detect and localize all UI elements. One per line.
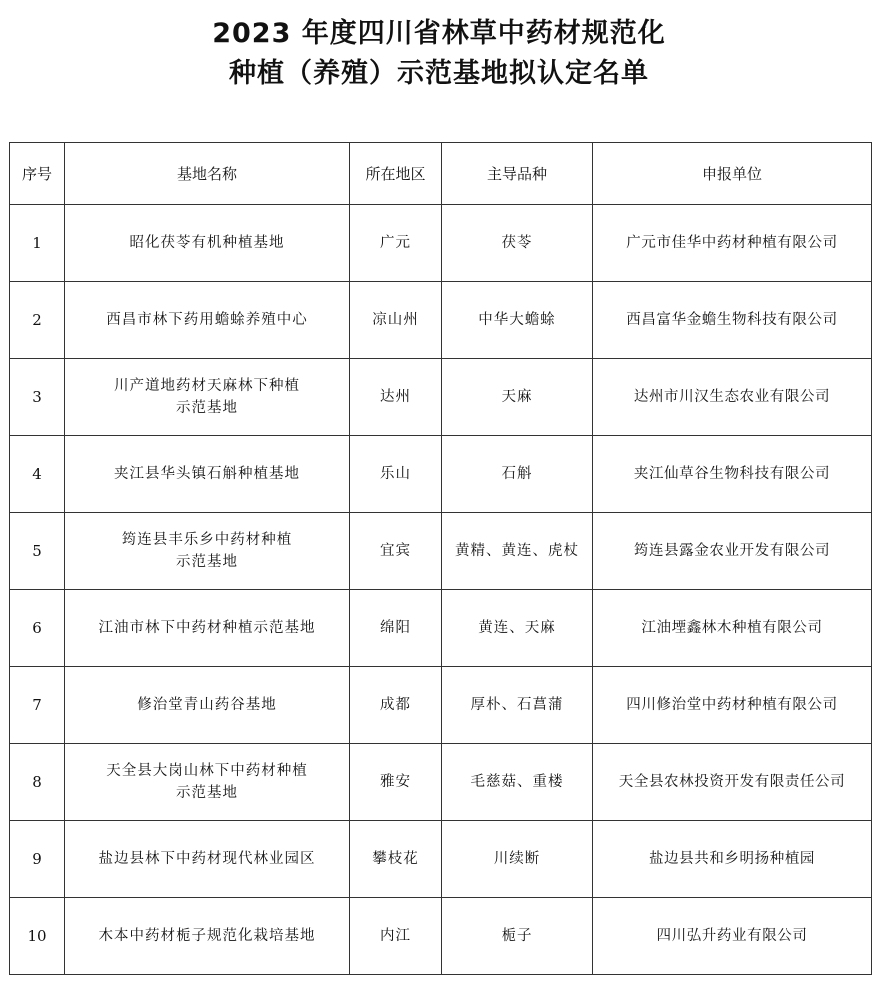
cell-applicant: 四川弘升药业有限公司: [593, 898, 872, 975]
cell-base-name: [65, 282, 350, 359]
cell-region: 内江: [350, 898, 442, 975]
demonstration-base-table: [9, 142, 872, 975]
cell-variety: 黄精、黄连、虎杖: [442, 513, 593, 590]
table-row: [10, 359, 872, 436]
cell-region: 雅安: [350, 744, 442, 821]
header-serial: 序号: [10, 143, 65, 205]
table-header-row: [10, 143, 872, 205]
cell-region: 凉山州: [350, 282, 442, 359]
cell-serial: 4: [10, 436, 65, 513]
cell-applicant: 夹江仙草谷生物科技有限公司: [593, 436, 872, 513]
base-name-line: 西昌市林下药用蟾蜍养殖中心: [106, 312, 308, 328]
cell-base-name: [65, 513, 350, 590]
cell-applicant: 广元市佳华中药材种植有限公司: [593, 205, 872, 282]
cell-region: 乐山: [350, 436, 442, 513]
base-name-line: 江油市林下中药材种植示范基地: [98, 620, 316, 636]
cell-serial: 2: [10, 282, 65, 359]
base-name-line: 天全县大岗山林下中药材种植: [106, 763, 308, 779]
header-applicant: 申报单位: [593, 143, 872, 205]
cell-variety: 厚朴、石菖蒲: [442, 667, 593, 744]
table-row: [10, 744, 872, 821]
table-row: [10, 436, 872, 513]
base-name-line: 川产道地药材天麻林下种植: [114, 378, 300, 394]
cell-applicant: 江油堙鑫林木种植有限公司: [593, 590, 872, 667]
document-title: [0, 14, 878, 94]
cell-serial: 1: [10, 205, 65, 282]
cell-applicant: 天全县农林投资开发有限责任公司: [593, 744, 872, 821]
cell-variety: 毛慈菇、重楼: [442, 744, 593, 821]
cell-base-name: [65, 590, 350, 667]
cell-serial: 7: [10, 667, 65, 744]
cell-variety: 川续断: [442, 821, 593, 898]
cell-region: 攀枝花: [350, 821, 442, 898]
cell-applicant: 筠连县露金农业开发有限公司: [593, 513, 872, 590]
cell-base-name: [65, 744, 350, 821]
cell-variety: 茯苓: [442, 205, 593, 282]
title-line-1: 2023 年度四川省林草中药材规范化: [212, 18, 666, 49]
cell-region: 广元: [350, 205, 442, 282]
cell-variety: 黄连、天麻: [442, 590, 593, 667]
table-row: [10, 898, 872, 975]
base-name-line: 修治堂青山药谷基地: [137, 697, 277, 713]
cell-base-name: [65, 898, 350, 975]
header-base-name: 基地名称: [65, 143, 350, 205]
table-row: [10, 821, 872, 898]
cell-serial: 6: [10, 590, 65, 667]
cell-variety: 石斛: [442, 436, 593, 513]
cell-serial: 5: [10, 513, 65, 590]
cell-base-name: [65, 821, 350, 898]
cell-serial: 8: [10, 744, 65, 821]
base-name-line: 昭化茯苓有机种植基地: [129, 235, 285, 251]
base-name-line: 盐边县林下中药材现代林业园区: [98, 851, 316, 867]
cell-applicant: 西昌富华金蟾生物科技有限公司: [593, 282, 872, 359]
cell-region: 成都: [350, 667, 442, 744]
header-region: 所在地区: [350, 143, 442, 205]
base-name-line: 木本中药材栀子规范化栽培基地: [98, 928, 316, 944]
table-row: [10, 282, 872, 359]
cell-region: 宜宾: [350, 513, 442, 590]
base-name-line: 示范基地: [176, 785, 238, 801]
base-name-line: 示范基地: [176, 400, 238, 416]
cell-variety: 天麻: [442, 359, 593, 436]
cell-serial: 10: [10, 898, 65, 975]
title-line-2: 种植（养殖）示范基地拟认定名单: [229, 58, 649, 89]
cell-applicant: 盐边县共和乡明扬种植园: [593, 821, 872, 898]
base-name-line: 示范基地: [176, 554, 238, 570]
table-row: [10, 205, 872, 282]
table-row: [10, 590, 872, 667]
cell-serial: 9: [10, 821, 65, 898]
base-name-line: 夹江县华头镇石斛种植基地: [114, 466, 300, 482]
table-row: [10, 513, 872, 590]
cell-base-name: [65, 359, 350, 436]
cell-variety: 中华大蟾蜍: [442, 282, 593, 359]
cell-variety: 栀子: [442, 898, 593, 975]
table-row: [10, 667, 872, 744]
base-name-line: 筠连县丰乐乡中药材种植: [121, 532, 293, 548]
cell-base-name: [65, 436, 350, 513]
cell-base-name: [65, 205, 350, 282]
cell-applicant: 四川修治堂中药材种植有限公司: [593, 667, 872, 744]
header-variety: 主导品种: [442, 143, 593, 205]
cell-region: 达州: [350, 359, 442, 436]
cell-region: 绵阳: [350, 590, 442, 667]
cell-serial: 3: [10, 359, 65, 436]
cell-base-name: [65, 667, 350, 744]
table-body: [10, 205, 872, 975]
cell-applicant: 达州市川汉生态农业有限公司: [593, 359, 872, 436]
